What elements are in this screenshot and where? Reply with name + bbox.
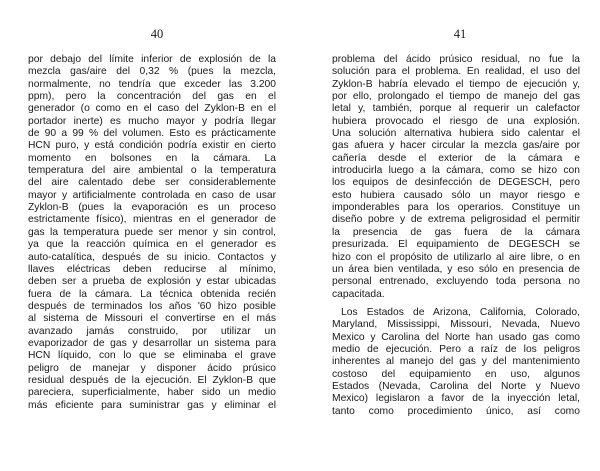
paragraph <box>332 54 580 301</box>
text-line: hizo con el propósito de utilizarlo al aire libre, o en <box>332 251 580 263</box>
text-line: letal y, también, porque al requerir un calefactor <box>332 103 580 115</box>
text-line: gas la temperatura puede ser menor y sin control, <box>28 226 276 238</box>
text-line: imponderables para los operarios. Constituye un <box>332 202 580 214</box>
text-line: mayor y artificialmente controlada en caso de usar <box>28 189 276 201</box>
text-line: Mexico y Carolina del Norte han usado gas como <box>332 331 580 343</box>
text-line: pareciera, superficialmente, haber sido un medio <box>28 387 276 399</box>
text-line: temperatura del aire ambiental o la temperatura <box>28 165 276 177</box>
text-line: Maryland, Mississippi, Missouri, Nevada, Nuevo <box>332 319 580 331</box>
text-line: costoso del equipamiento en uso, algunos <box>332 368 580 380</box>
text-line: por debajo del límite inferior de explosión de la <box>28 54 276 65</box>
text-line: Zyklon-B habría elevado el tiempo de ejecución y, <box>332 78 580 90</box>
text-line: gas afuera y hacer circular la mezcla gas/aire por <box>332 140 580 152</box>
text-line: ya que la reacción química en el generador es <box>28 239 276 251</box>
text-line: un área bien ventilada, y eso sólo en presencia de <box>332 263 580 275</box>
text-line: llaves eléctricas deben reducirse al mínimo, <box>28 263 276 275</box>
text-line: solución para el problema. En realidad, el uso del <box>332 66 580 78</box>
right-page-number: 41 <box>453 27 467 41</box>
text-line: momento en bolsones en la cámara. La <box>28 152 276 164</box>
text-line: capacitada. <box>332 288 385 300</box>
text-line: Zyklon-B (pues la evaporación es un proceso <box>28 202 276 214</box>
text-line: presurizada. El equipamiento de DEGESCH se <box>332 239 580 251</box>
text-line: Mexico) legislaron a favor de la inyección letal, <box>332 393 580 405</box>
text-line: esto hubiera causado sólo un mayor riesgo e <box>332 189 580 201</box>
text-line: tanto como procedimiento único, así como <box>332 405 580 417</box>
text-line: HCN líquido, con lo que se eliminaba el grave <box>28 350 276 362</box>
text-line: al sistema de Missouri el convertirse en el más <box>28 313 276 325</box>
text-line: normalmente, no tendría que exceder las 3.200 <box>28 78 276 90</box>
text-line: Una solución alternativa hubiera sido calentar el <box>332 128 580 140</box>
text-line: fuera de la cámara. La técnica obtenida recién <box>28 288 276 300</box>
text-line: ppm), pero la concentración del gas en el <box>28 91 276 103</box>
text-line: diseño pobre y de extrema peligrosidad el permitir <box>332 214 580 226</box>
text-line: deben ser a prueba de explosión y estar ubicadas <box>28 276 276 288</box>
text-line: avanzado jamás construido, por utilizar un <box>28 325 276 337</box>
text-line: introducirla luego a la cámara, como se hizo con <box>332 165 580 177</box>
text-line: la presencia de gas fuera de la cámara <box>332 226 580 238</box>
text-line: problema del ácido prúsico residual, no fue la <box>332 54 580 65</box>
text-line: HCN puro, y está condición podría existir en cierto <box>28 140 276 152</box>
text-line: cañería desde el exterior de la cámara e <box>332 152 580 164</box>
text-line: los equipos de desinfección de DEGESCH, pero <box>332 177 580 189</box>
text-line: residual después de la ejecución. El Zyklon-B que <box>28 374 276 386</box>
text-line: generador (o como en el caso del Zyklon-B en el <box>28 103 276 115</box>
text-line: hubiera provocado el riesgo de una explosión. <box>332 115 580 127</box>
text-line: auto-catalítica, después de su inicio. Contactos y <box>28 251 276 263</box>
left-page <box>28 0 276 412</box>
text-line: más eficiente para suministrar gas y eliminar el <box>28 399 276 411</box>
text-line: medio de ejecución. Pero a raíz de los peligros <box>332 343 580 355</box>
text-line: del aire calentado debe ser considerablemente <box>28 177 276 189</box>
left-page-number: 40 <box>150 27 164 41</box>
text-line: mezcla gas/aire del 0,32 % (pues la mezcla, <box>28 66 276 78</box>
text-line: evaporizador de gas y desarrollar un sistema para <box>28 337 276 349</box>
text-line: personal entrenado, excluyendo toda persona no <box>332 276 580 288</box>
text-line: Estados (Nevada, Carolina del Norte y Nuevo <box>332 380 580 392</box>
paragraph <box>332 307 580 418</box>
text-line: estrictamente físico), mientras en el generador de <box>28 214 276 226</box>
text-line: Los Estados de Arizona, California, Colorado, <box>341 306 580 318</box>
left-page-text <box>28 54 276 412</box>
text-line: portador inerte) es mucho mayor y podría llegar <box>28 115 276 127</box>
text-line: peligro de manejar y disponer ácido prúsico <box>28 362 276 374</box>
text-line: inherentes al manejo del gas y del mantenimiento <box>332 356 580 368</box>
text-line: después de terminados los años '60 hizo posible <box>28 300 276 312</box>
text-line: por ello, prolongado el tiempo de manejo del gas <box>332 91 580 103</box>
right-page <box>332 0 580 418</box>
right-page-text <box>332 54 580 418</box>
text-line: de 90 a 99 % del volumen. Esto es prácticamente <box>28 128 276 140</box>
